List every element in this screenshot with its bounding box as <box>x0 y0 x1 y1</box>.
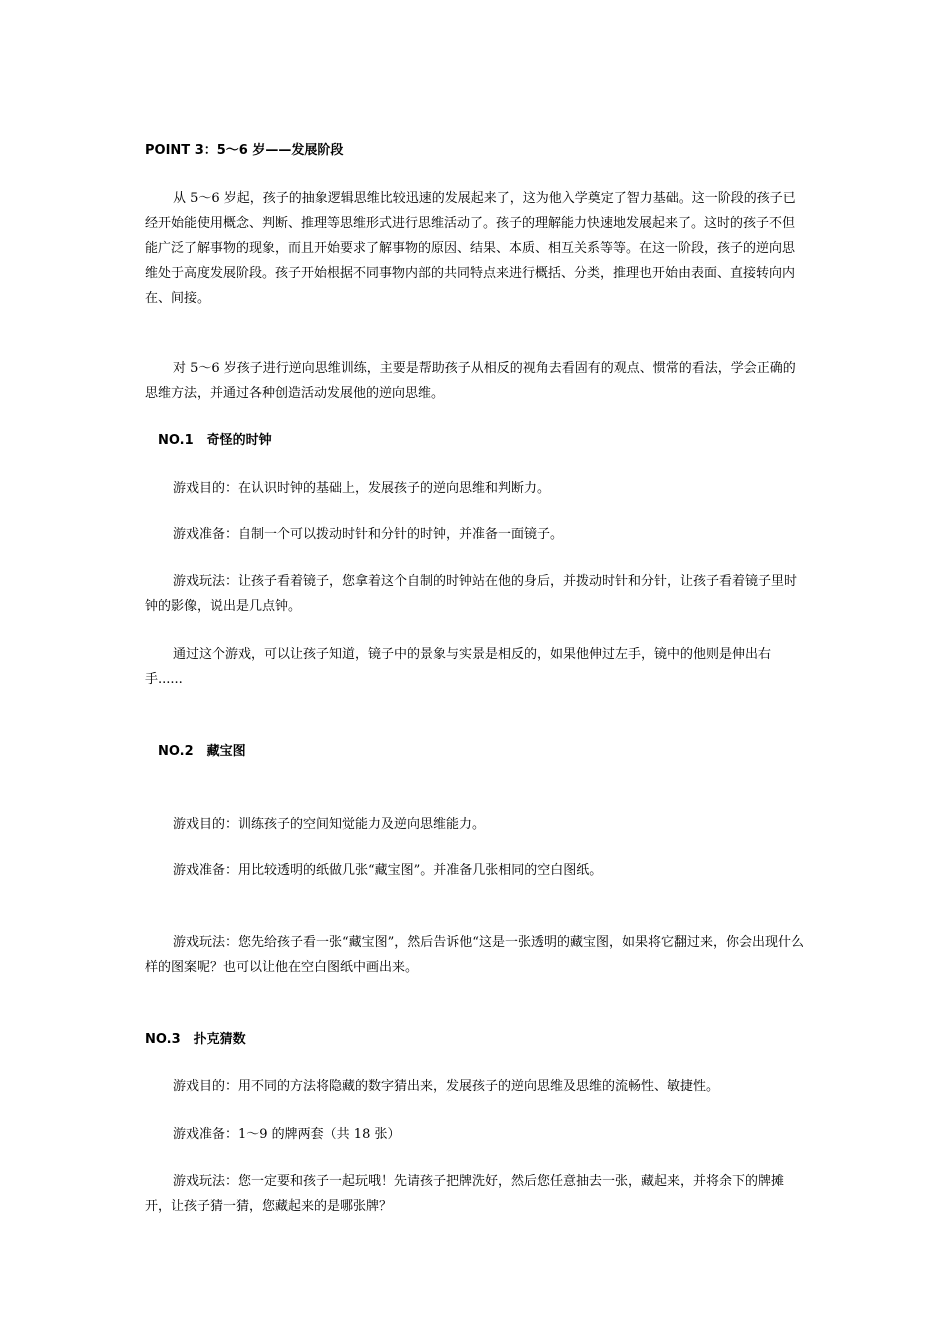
training-paragraph: 对 5～6 岁孩子进行逆向思维训练，主要是帮助孩子从相反的视角去看固有的观点、惯常的看法，学会正确的思维方法，并通过各种创造活动发展他的逆向思维。 <box>145 361 796 401</box>
game-3-play: 游戏玩法：您一定要和孩子一起玩哦！先请孩子把牌洗好，然后您任意抽去一张，藏起来，并将余下的牌摊开，让孩子猜一猜，您藏起来的是哪张牌？ <box>145 1174 785 1214</box>
game-1-note: 通过这个游戏，可以让孩子知道，镜子中的景象与实景是相反的，如果他伸过左手，镜中的他则是伸出右手...... <box>145 647 772 687</box>
game-2-goal: 游戏目的：训练孩子的空间知觉能力及逆向思维能力。 <box>173 817 486 832</box>
game-2-title: NO.2 藏宝图 <box>158 744 246 759</box>
game-3-goal: 游戏目的：用不同的方法将隐藏的数字猜出来，发展孩子的逆向思维及思维的流畅性、敏捷性。 <box>173 1079 720 1094</box>
game-3-title: NO.3 扑克猜数 <box>145 1032 246 1047</box>
game-1-prep: 游戏准备：自制一个可以拨动时针和分针的时钟，并准备一面镜子。 <box>173 527 564 542</box>
intro-paragraph: 从 5～6 岁起，孩子的抽象逻辑思维比较迅速的发展起来了，这为他入学奠定了智力基础。这一阶段的孩子已经开始能使用概念、判断、推理等思维形式进行思维活动了。孩子的理解能力快速地发展起来了。这时的孩子不但能广泛了解事物的现象，而且开始要求了解事物的原因、结果、本质、相互关系等等。在这一阶段，孩子的逆向思维处于高度发展阶段。孩子开始根据不同事物内部的共同特点来进行概括、分类，推理也开始由表面、直接转向内在、间接。 <box>145 191 796 306</box>
game-2-prep: 游戏准备：用比较透明的纸做几张“藏宝图”。并准备几张相同的空白图纸。 <box>173 863 603 878</box>
game-1-play: 游戏玩法：让孩子看着镜子，您拿着这个自制的时钟站在他的身后，并拨动时针和分针，让孩子看着镜子里时钟的影像，说出是几点钟。 <box>145 574 798 614</box>
game-2-play: 游戏玩法：您先给孩子看一张“藏宝图”，然后告诉他“这是一张透明的藏宝图，如果将它翻过来，你会出现什么样的图案呢？也可以让他在空白图纸中画出来。 <box>145 935 804 975</box>
game-1-goal: 游戏目的：在认识时钟的基础上，发展孩子的逆向思维和判断力。 <box>173 481 551 496</box>
section-title: POINT 3：5～6 岁——发展阶段 <box>145 143 344 158</box>
game-3-prep: 游戏准备：1～9 的牌两套（共 18 张） <box>173 1127 401 1142</box>
game-1-title: NO.1 奇怪的时钟 <box>158 433 272 448</box>
